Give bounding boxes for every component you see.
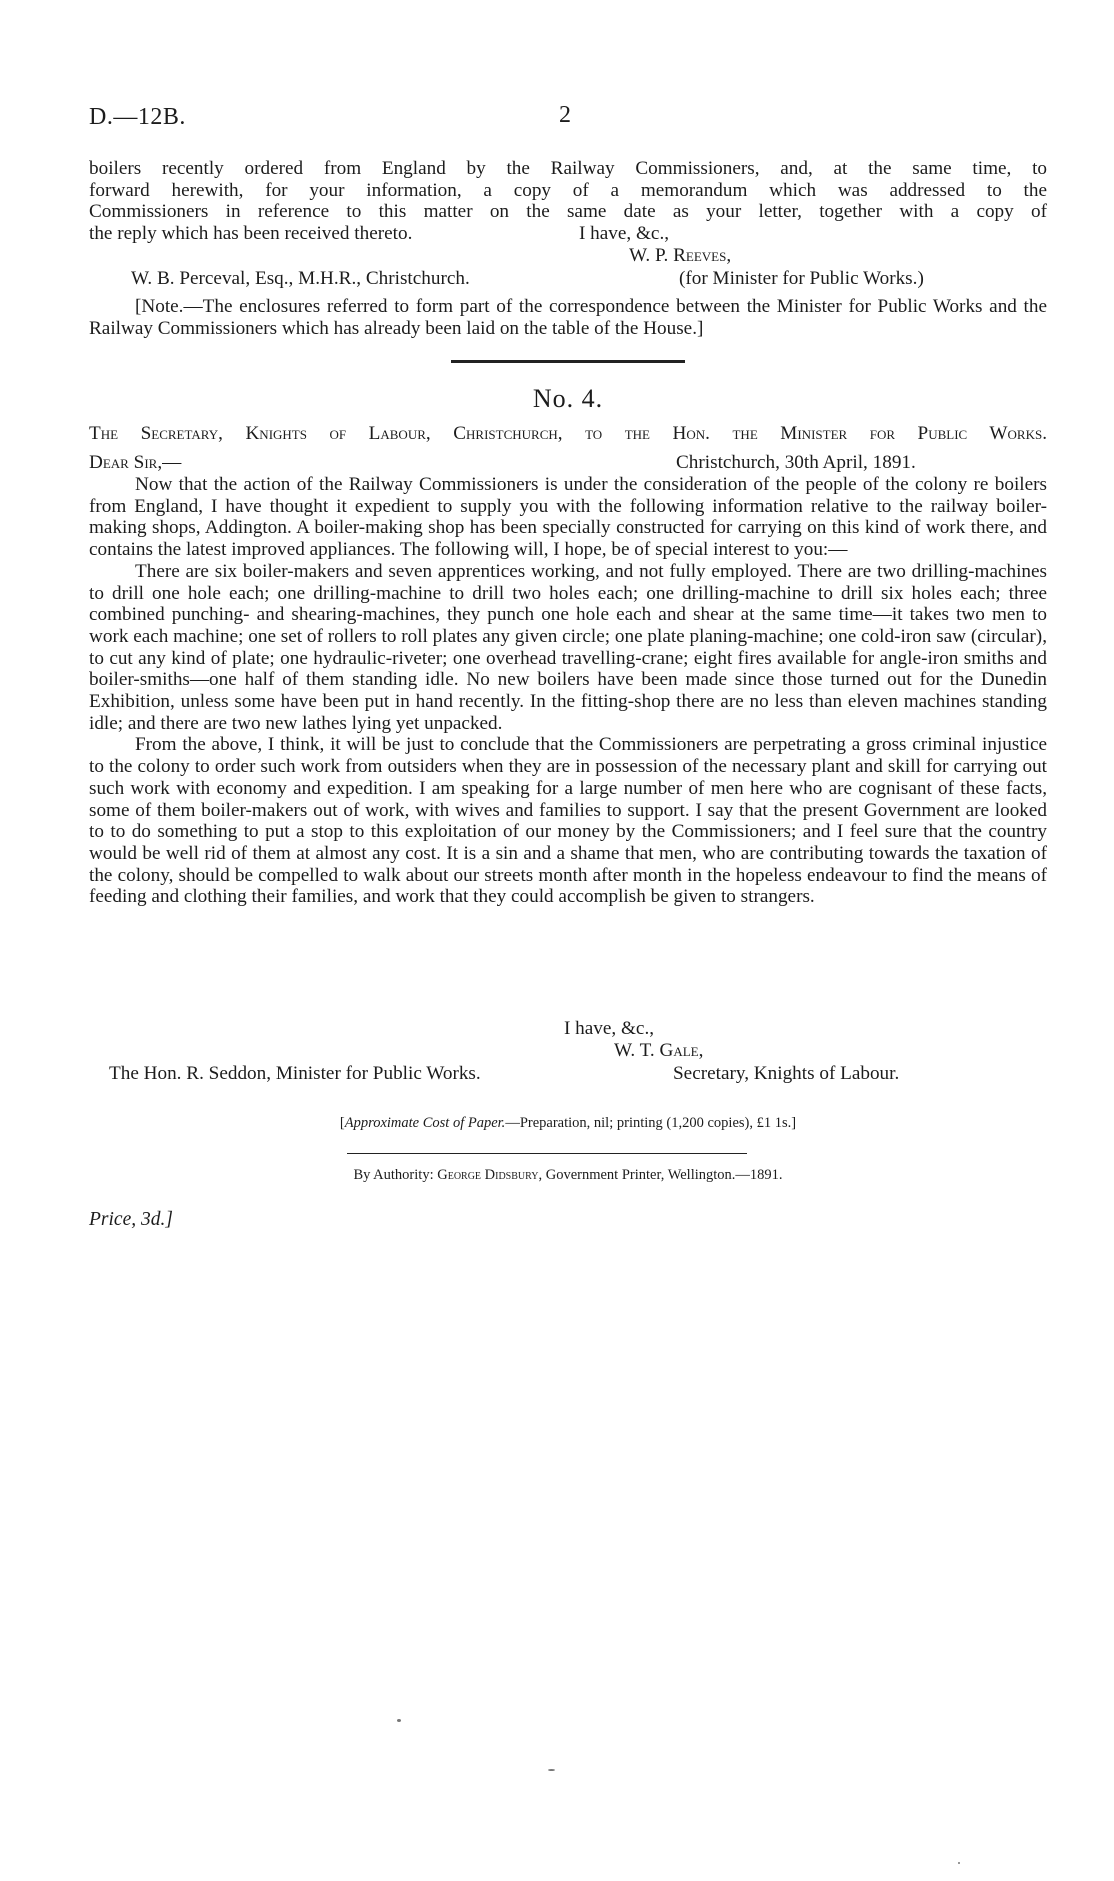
letter-3-line-1: boilers recently ordered from England by the Railway Commissioners, and, at the same time, to [89,158,1047,179]
paragraph-3: From the above, I think, it will be just to conclude that the Commissioners are perpetrating a gross criminal injustice to the colony to order such work from outsiders when they are in possession of the necessary plant and skill for carrying out such work with economy and expedition. I am speaking for a large number of men here who are cognisant of these facts, some of them boiler-makers out of work, with wives and families to support. I say that the present Government are looked to to do something to put a stop to this exploitation of our money by the Commissioners; and I feel sure that the country would be well rid of them at almost any cost. It is a sin and a shame that men, who are contributing towards the taxation of the colony, should be compelled to walk about our streets month after month in the hopeless endeavour to find the means of feeding and clothing their families, and work that they could accomplish be given to strangers. [89,734,1047,908]
letter-3-body [89,158,1047,223]
letter-4-body [89,474,1047,908]
scan-speck [958,1862,960,1864]
price: Price, 3d.] [89,1209,173,1230]
letter-3-line-3: Commissioners in reference to this matter on the same date as your letter, together with a copy of [89,201,1047,223]
document-id: D.—12B. [89,104,186,130]
place-date: Christchurch, 30th April, 1891. [676,452,916,473]
page-number: 2 [559,102,571,128]
letter-4-signature: W. T. Gale, [614,1040,704,1061]
letter-3-signature: W. P. Reeves, [629,245,732,266]
enclosure-note: [Note.—The enclosures referred to form part of the correspondence between the Minister for Public Works and the Railway Commissioners which has already been laid on the table of the House.] [89,296,1047,339]
scan-speck [397,1719,401,1722]
letter-3-line-2: forward herewith, for your information, a copy of a memorandum which was addressed to the [89,179,1047,201]
salutation: Dear Sir,— [89,452,182,473]
letter-4-from-to: The Secretary, Knights of Labour, Christchurch, to the Hon. the Minister for Public Works. [89,423,1047,444]
section-divider [451,360,685,363]
letter-number-heading: No. 4. [532,384,604,413]
letter-3-addressee: W. B. Perceval, Esq., M.H.R., Christchurch. [131,268,470,289]
footer-divider [347,1153,747,1154]
printer-authority: By Authority: George Didsbury, Government Printer, Wellington.—1891. [353,1167,783,1183]
paragraph-2: There are six boiler-makers and seven apprentices working, and not fully employed. There are two drilling-machines to drill one hole each; one drilling-machine to drill two holes each; one drilling-machine to drill six holes each; three combined punching- and shearing-machines, they punch one hole each and shear at the same time—it takes two men to work each machine; one set of rollers to roll plates any given circle; one plate planing-machine; one cold-iron saw (circular), to cut any kind of plate; one hydraulic-riveter; one overhead travelling-crane; eight fires available for angle-iron smiths and boiler-smiths—one half of them standing idle. No new boilers have been made since those turned out for the Dunedin Exhibition, unless some have been put in hand recently. In the fitting-shop there are no less than eleven machines standing idle; and there are two new lathes lying yet unpacked. [89,560,1047,734]
scan-speck [548,1769,555,1771]
letter-4-addressee: The Hon. R. Seddon, Minister for Public Works. [109,1063,481,1084]
letter-4-closing: I have, &c., [564,1018,655,1039]
page-header [89,104,1047,134]
paragraph-1: Now that the action of the Railway Commissioners is under the consideration of the people of the colony re boilers from England, I have thought it expedient to supply you with the following information relative to the railway boiler-making shops, Addington. A boiler-making shop has been specially constructed for carrying on this kind of work there, and contains the latest improved appliances. The following will, I hope, be of special interest to you:— [89,474,1047,561]
letter-3-last-line: the reply which has been received thereto. [89,223,413,244]
letter-4-signature-role: Secretary, Knights of Labour. [673,1063,900,1084]
letter-3-signature-role: (for Minister for Public Works.) [679,268,924,289]
letter-3-closing: I have, &c., [579,223,670,244]
cost-of-paper: [Approximate Cost of Paper.—Preparation, nil; printing (1,200 copies), £1 1s.] [339,1115,797,1131]
